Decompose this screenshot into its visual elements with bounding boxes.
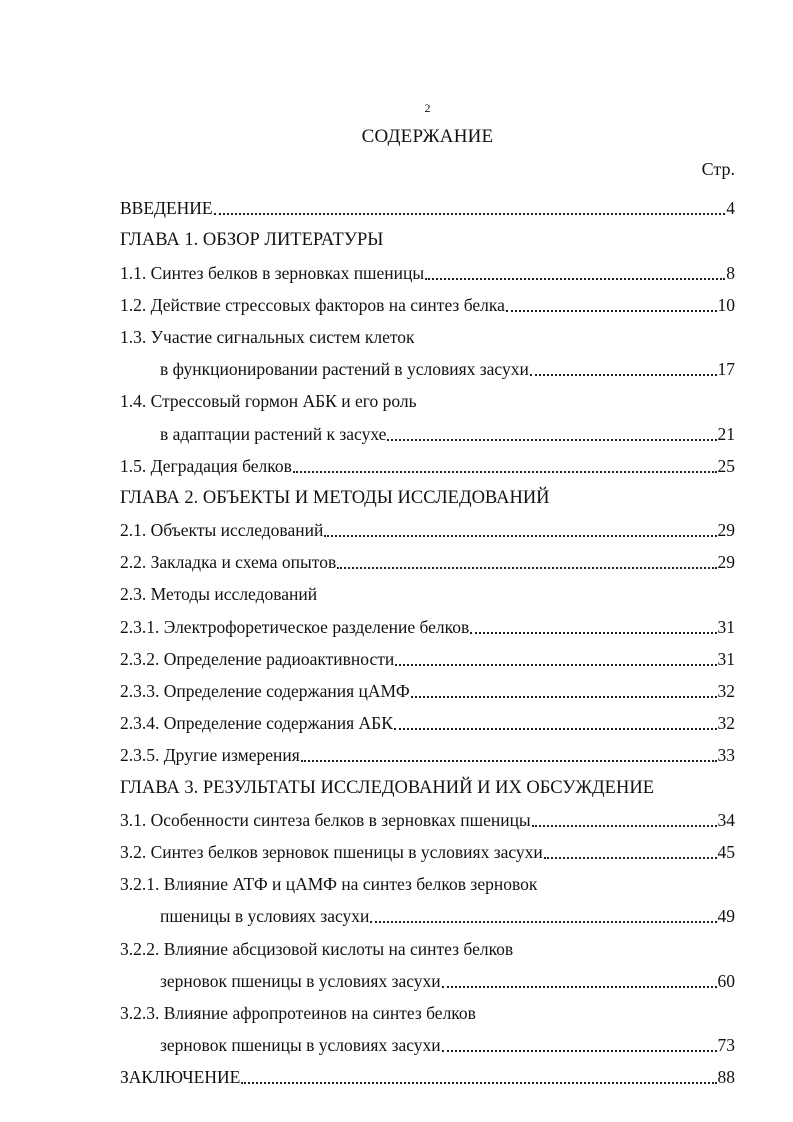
page-title: СОДЕРЖАНИЕ (361, 126, 494, 147)
toc-entry-page: 60 (717, 970, 735, 991)
toc-dot-leader (532, 825, 717, 827)
toc-dot-leader (214, 213, 726, 215)
toc-entry-title: зерновок пшеницы в условиях засухи (160, 1035, 441, 1056)
toc-entry (120, 509, 735, 541)
toc-entry-title: ВВЕДЕНИЕ (120, 198, 213, 219)
toc-entry-title: 1.3. Участие сигнальных систем клеток (120, 326, 415, 347)
toc-entry (120, 799, 735, 831)
toc-entry-title: ГЛАВА 3. РЕЗУЛЬТАТЫ ИССЛЕДОВАНИЙ И ИХ ОБСУЖДЕНИЕ (120, 777, 654, 798)
table-of-contents (120, 187, 735, 1088)
toc-dot-leader (506, 310, 717, 312)
toc-dot-leader (411, 696, 717, 698)
toc-entry (120, 1024, 735, 1056)
toc-dot-leader (425, 278, 725, 280)
toc-entry-page: 33 (717, 745, 735, 766)
toc-entry (120, 284, 735, 316)
toc-entry (120, 1056, 735, 1088)
toc-entry-page: 21 (717, 423, 735, 444)
toc-entry (120, 927, 735, 959)
toc-entry-page: 88 (717, 1067, 735, 1088)
toc-entry (120, 895, 735, 927)
toc-entry (120, 251, 735, 283)
toc-dot-leader (470, 632, 716, 634)
toc-entry-page: 31 (717, 616, 735, 637)
toc-entry (120, 605, 735, 637)
toc-entry-page: 29 (717, 552, 735, 573)
toc-entry (120, 477, 735, 509)
toc-dot-leader (324, 535, 716, 537)
toc-entry-title: в функционировании растений в условиях засухи (160, 359, 529, 380)
toc-dot-leader (544, 857, 717, 859)
toc-entry (120, 412, 735, 444)
toc-entry (120, 316, 735, 348)
toc-entry-title: 2.3.3. Определение содержания цАМФ (120, 681, 410, 701)
toc-entry-title: ЗАКЛЮЧЕНИЕ (120, 1067, 241, 1088)
toc-entry-title: 2.3. Методы исследований (120, 584, 318, 605)
toc-entry-title: ГЛАВА 2. ОБЪЕКТЫ И МЕТОДЫ ИССЛЕДОВАНИЙ (120, 487, 550, 508)
toc-entry-title: 3.2.2. Влияние абсцизовой кислоты на синтез белков (120, 938, 514, 959)
toc-entry-title: 3.1. Особенности синтеза белков в зерновках пшеницы (120, 809, 531, 830)
toc-entry (120, 445, 735, 477)
toc-dot-leader (442, 986, 717, 988)
toc-dot-leader (394, 728, 717, 730)
toc-dot-leader (530, 374, 717, 376)
toc-entry-title: 2.3.1. Электрофоретическое разделение белков (120, 616, 470, 637)
toc-entry (120, 380, 735, 412)
toc-entry-title: 1.1. Синтез белков в зерновках пшеницы (120, 262, 425, 283)
toc-dot-leader (241, 1082, 716, 1084)
toc-entry-title: 1.2. Действие стрессовых факторов на синтез белка (120, 294, 505, 315)
toc-entry (120, 766, 735, 798)
toc-entry-title: 2.3.5. Другие измерения (120, 745, 300, 766)
toc-entry-page: 31 (717, 648, 735, 669)
toc-entry (120, 831, 735, 863)
toc-entry-title: в адаптации растений к засухе (160, 423, 387, 444)
toc-entry (120, 541, 735, 573)
toc-entry-page: 49 (717, 906, 735, 927)
toc-entry (120, 670, 735, 702)
toc-entry-page: 17 (717, 359, 735, 380)
toc-dot-leader (442, 1050, 717, 1052)
toc-entry-page: 29 (717, 520, 735, 541)
toc-entry (120, 187, 735, 219)
toc-entry (120, 638, 735, 670)
toc-entry (120, 702, 735, 734)
toc-dot-leader (370, 921, 716, 923)
toc-entry-page: 32 (717, 681, 735, 701)
toc-entry-title: 1.5. Деградация белков (120, 455, 292, 476)
toc-entry-page: 73 (717, 1035, 735, 1056)
toc-entry-title: 2.3.4. Определение содержания АБК (120, 713, 393, 734)
page-number: 2 (424, 101, 431, 115)
toc-entry-title: 1.4. Стрессовый гормон АБК и его роль (120, 391, 417, 412)
toc-dot-leader (301, 760, 717, 762)
toc-entry-title: 3.2.3. Влияние афропротеинов на синтез белков (120, 1002, 476, 1023)
toc-entry-page: 10 (717, 294, 735, 315)
toc-entry-page: 32 (717, 713, 735, 734)
toc-dot-leader (293, 471, 717, 473)
page-column-label: Стр. (701, 159, 735, 179)
toc-entry (120, 960, 735, 992)
toc-entry-title: 2.2. Закладка и схема опытов (120, 552, 337, 573)
toc-entry (120, 863, 735, 895)
toc-entry (120, 348, 735, 380)
toc-entry (120, 573, 735, 605)
toc-dot-leader (395, 664, 716, 666)
toc-entry-title: 2.1. Объекты исследований (120, 520, 324, 541)
toc-entry-title: 3.2. Синтез белков зерновок пшеницы в условиях засухи (120, 841, 543, 862)
toc-entry-page: 45 (717, 841, 735, 862)
toc-entry-title: зерновок пшеницы в условиях засухи (160, 970, 441, 991)
toc-entry (120, 992, 735, 1024)
toc-entry (120, 734, 735, 766)
toc-entry (120, 219, 735, 251)
toc-dot-leader (337, 567, 716, 569)
toc-entry-page: 4 (726, 198, 735, 219)
toc-entry-title: пшеницы в условиях засухи (160, 906, 370, 927)
toc-dot-leader (387, 439, 716, 441)
toc-entry-page: 34 (717, 809, 735, 830)
toc-entry-page: 25 (717, 455, 735, 476)
toc-entry-title: ГЛАВА 1. ОБЗОР ЛИТЕРАТУРЫ (120, 230, 384, 251)
toc-entry-page: 8 (726, 262, 735, 283)
toc-entry-title: 3.2.1. Влияние АТФ и цАМФ на синтез белков зерновок (120, 874, 538, 895)
toc-entry-title: 2.3.2. Определение радиоактивности (120, 648, 395, 669)
